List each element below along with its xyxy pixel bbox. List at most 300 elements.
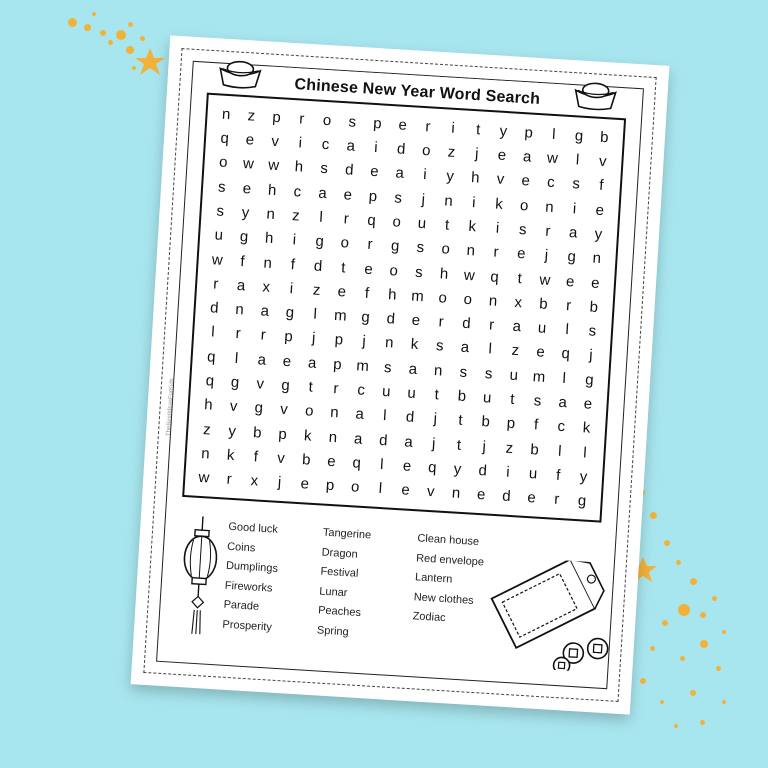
confetti-dot xyxy=(116,30,126,40)
grid-letter: f xyxy=(598,177,604,195)
grid-letter: k xyxy=(468,217,477,236)
grid-letter: j xyxy=(544,246,549,265)
grid-letter: u xyxy=(381,383,392,401)
confetti-dot xyxy=(128,22,133,27)
grid-letter: k xyxy=(226,446,235,465)
grid-letter: j xyxy=(474,145,479,163)
grid-letter: n xyxy=(466,242,476,260)
grid-letter: d xyxy=(313,257,323,275)
grid-letter: b xyxy=(301,451,311,469)
grid-letter: r xyxy=(565,296,572,315)
grid-letter: a xyxy=(403,433,414,451)
grid-letter: l xyxy=(582,444,588,462)
grid-letter: b xyxy=(538,295,549,313)
grid-letter: e xyxy=(535,343,546,362)
grid-letter: q xyxy=(351,454,362,472)
grid-letter: x xyxy=(250,472,259,490)
grid-letter: j xyxy=(311,330,316,348)
worksheet-title: Chinese New Year Word Search xyxy=(267,66,569,118)
grid-letter: q xyxy=(489,267,500,286)
grid-letter: r xyxy=(332,380,339,398)
grid-letter: e xyxy=(476,486,486,504)
grid-letter: j xyxy=(588,347,594,365)
grid-letter: e xyxy=(242,179,252,198)
word-list-item: Zodiac xyxy=(412,610,446,625)
grid-letter: a xyxy=(260,302,270,321)
grid-letter: a xyxy=(317,184,328,202)
confetti-dot xyxy=(676,560,681,565)
grid-letter: r xyxy=(553,491,560,509)
grid-letter: t xyxy=(509,390,515,409)
confetti-dot xyxy=(700,640,708,648)
grid-letter: a xyxy=(257,351,267,369)
grid-letter: y xyxy=(453,460,462,478)
grid-letter: p xyxy=(368,187,378,205)
grid-letter: o xyxy=(304,402,314,421)
grid-letter: s xyxy=(518,220,527,239)
grid-letter: v xyxy=(229,398,238,416)
gold-ingot-icon xyxy=(571,76,621,113)
grid-letter: p xyxy=(325,477,335,495)
chinese-lantern-icon xyxy=(178,515,221,637)
grid-letter: r xyxy=(260,326,267,345)
grid-letter: b xyxy=(529,440,540,459)
grid-letter: x xyxy=(261,278,271,296)
grid-letter: h xyxy=(294,158,304,176)
confetti-dot xyxy=(700,720,705,725)
grid-letter: e xyxy=(369,163,380,181)
word-list-item: New clothes xyxy=(413,590,475,607)
red-envelope-and-coins-icon xyxy=(477,555,618,673)
worksheet-page xyxy=(131,35,670,714)
grid-letter: s xyxy=(216,202,225,220)
grid-letter: h xyxy=(387,285,397,304)
grid-letter: n xyxy=(433,361,443,380)
grid-letter: l xyxy=(565,321,570,339)
grid-letter: d xyxy=(396,140,406,158)
grid-letter: u xyxy=(406,384,417,403)
grid-letter: n xyxy=(443,191,454,210)
grid-letter: k xyxy=(582,419,591,438)
word-list-column xyxy=(221,518,310,658)
grid-letter: f xyxy=(290,255,296,273)
grid-letter: u xyxy=(509,366,519,384)
grid-letter: o xyxy=(322,111,332,129)
grid-letter: r xyxy=(235,325,242,343)
grid-letter: q xyxy=(427,458,437,477)
grid-letter: a xyxy=(236,276,246,295)
grid-letter: g xyxy=(230,373,240,392)
grid-letter: l xyxy=(318,208,324,226)
grid-letter: a xyxy=(522,148,532,166)
grid-letter: s xyxy=(347,113,357,131)
grid-letter: v xyxy=(270,132,280,151)
grid-letter: p xyxy=(332,355,343,374)
word-list-item: Spring xyxy=(316,623,350,638)
grid-letter: u xyxy=(214,226,224,245)
grid-letter: y xyxy=(241,203,250,222)
grid-letter: h xyxy=(264,229,274,248)
grid-letter: o xyxy=(421,141,432,160)
grid-letter: w xyxy=(539,270,551,289)
grid-letter: e xyxy=(397,116,408,134)
grid-letter: f xyxy=(253,448,259,466)
grid-letter: i xyxy=(289,279,294,298)
grid-letter: a xyxy=(394,164,405,183)
grid-letter: c xyxy=(293,182,302,201)
grid-letter: m xyxy=(355,357,370,375)
grid-letter: o xyxy=(218,153,228,172)
grid-letter: u xyxy=(537,319,547,337)
grid-letter: o xyxy=(519,196,529,215)
grid-letter: r xyxy=(212,275,219,293)
confetti-dot xyxy=(660,700,664,704)
grid-letter: g xyxy=(280,376,291,395)
grid-letter: e xyxy=(400,481,411,500)
grid-letter: e xyxy=(363,260,374,278)
grid-letter: g xyxy=(574,126,584,145)
word-list-item: Prosperity xyxy=(222,618,273,634)
grid-letter: s xyxy=(571,175,581,193)
grid-letter: z xyxy=(511,342,520,360)
grid-letter: v xyxy=(426,483,436,501)
word-list-item: Clean house xyxy=(417,532,480,549)
grid-letter: q xyxy=(206,347,217,366)
grid-letter: r xyxy=(424,117,431,136)
grid-letter: o xyxy=(392,213,402,231)
grid-letter: l xyxy=(312,305,318,323)
gold-ingot-icon xyxy=(215,54,265,91)
grid-letter: y xyxy=(594,225,603,243)
grid-letter: l xyxy=(575,151,580,169)
grid-letter: u xyxy=(417,214,427,233)
confetti-dot xyxy=(674,724,678,728)
grid-letter: h xyxy=(470,169,480,187)
grid-letter: s xyxy=(319,160,329,178)
grid-letter: e xyxy=(411,311,421,330)
grid-letter: a xyxy=(408,360,418,378)
grid-letter: o xyxy=(437,289,448,307)
grid-letter: c xyxy=(556,418,566,436)
grid-letter: n xyxy=(592,249,602,268)
grid-letter: e xyxy=(516,245,526,263)
confetti-dot xyxy=(140,36,145,41)
grid-letter: i xyxy=(450,119,456,137)
grid-letter: r xyxy=(438,313,445,331)
grid-letter: e xyxy=(282,352,292,371)
letter-grid xyxy=(191,101,618,514)
confetti-dot xyxy=(716,666,721,671)
confetti-dot xyxy=(722,700,726,704)
grid-letter: e xyxy=(590,274,601,292)
grid-letter: p xyxy=(334,331,344,349)
grid-letter: b xyxy=(599,128,609,146)
word-list-item: Parade xyxy=(223,598,260,613)
grid-letter: l xyxy=(557,442,562,460)
grid-letter: r xyxy=(493,243,500,261)
grid-letter: u xyxy=(482,389,492,407)
grid-letter: g xyxy=(285,304,295,322)
grid-letter: o xyxy=(440,240,451,259)
grid-letter: p xyxy=(277,425,288,443)
grid-letter: d xyxy=(378,431,389,450)
grid-letter: t xyxy=(444,216,450,234)
grid-letter: l xyxy=(551,125,557,143)
grid-letter: w xyxy=(242,155,255,173)
grid-letter: g xyxy=(577,492,587,510)
grid-letter: z xyxy=(291,207,301,225)
grid-letter: j xyxy=(433,410,438,428)
grid-letter: v xyxy=(496,170,505,189)
word-list-item: Tangerine xyxy=(322,526,372,542)
grid-letter: b xyxy=(457,387,467,406)
confetti-dot xyxy=(690,578,697,585)
grid-letter: h xyxy=(267,181,277,199)
grid-letter: r xyxy=(488,316,495,334)
grid-letter: t xyxy=(340,258,346,276)
grid-letter: r xyxy=(367,236,374,254)
grid-letter: v xyxy=(598,152,608,171)
grid-letter: v xyxy=(279,401,289,419)
grid-letter: a xyxy=(353,430,363,448)
grid-letter: h xyxy=(439,264,449,283)
grid-letter: q xyxy=(366,211,377,230)
grid-letter: y xyxy=(445,167,455,186)
grid-letter: z xyxy=(202,420,212,439)
word-list-item: Lunar xyxy=(318,584,348,599)
confetti-dot xyxy=(100,30,106,36)
word-list-item: Dumplings xyxy=(225,559,279,575)
grid-letter: e xyxy=(526,489,537,507)
coin-icon xyxy=(587,638,608,659)
grid-letter: s xyxy=(459,363,468,381)
grid-letter: n xyxy=(328,428,338,446)
grid-letter: f xyxy=(533,416,539,434)
grid-letter: d xyxy=(405,408,415,427)
grid-letter: d xyxy=(501,487,512,506)
confetti-dot xyxy=(126,46,134,54)
grid-letter: a xyxy=(512,317,522,336)
grid-letter: o xyxy=(340,234,350,252)
word-list xyxy=(221,518,499,669)
star-icon xyxy=(135,48,165,75)
word-list-item: Red envelope xyxy=(415,551,485,568)
grid-letter: e xyxy=(497,146,507,165)
grid-letter: n xyxy=(266,205,276,223)
grid-letter: d xyxy=(209,299,220,317)
word-list-item: Lantern xyxy=(414,571,453,586)
grid-letter: z xyxy=(447,143,456,161)
grid-letter: m xyxy=(532,367,546,386)
grid-letter: n xyxy=(329,404,340,422)
grid-letter: y xyxy=(499,122,508,140)
word-list-item: Peaches xyxy=(317,604,362,620)
grid-letter: s xyxy=(217,178,227,196)
grid-letter: j xyxy=(277,474,282,492)
grid-letter: s xyxy=(588,322,597,341)
grid-letter: v xyxy=(256,375,265,393)
grid-letter: n xyxy=(544,198,555,216)
grid-letter: k xyxy=(303,426,313,445)
confetti-dot xyxy=(640,678,646,684)
grid-letter: t xyxy=(434,386,440,404)
grid-letter: i xyxy=(495,219,500,237)
grid-letter: e xyxy=(521,172,531,190)
grid-letter: n xyxy=(451,484,461,503)
grid-letter: s xyxy=(383,358,393,377)
grid-letter: k xyxy=(494,195,504,213)
grid-letter: q xyxy=(220,129,230,148)
grid-letter: l xyxy=(562,369,567,387)
word-list-item: Good luck xyxy=(228,520,279,536)
grid-letter: s xyxy=(414,263,424,281)
grid-letter: l xyxy=(378,480,383,498)
word-list-item: Festival xyxy=(320,565,359,580)
confetti-dot xyxy=(662,620,668,626)
grid-letter: s xyxy=(533,392,542,410)
grid-letter: p xyxy=(283,328,294,346)
credit-text: TheBestIdeasForKids xyxy=(165,378,176,437)
grid-letter: j xyxy=(361,333,367,351)
confetti-dot xyxy=(700,612,706,618)
grid-letter: n xyxy=(221,105,231,123)
grid-letter: b xyxy=(252,423,263,442)
confetti-dot xyxy=(68,18,77,27)
confetti-dot xyxy=(132,66,136,70)
confetti-dot xyxy=(664,540,670,546)
grid-letter: i xyxy=(373,138,379,157)
confetti-dot xyxy=(108,40,113,45)
grid-letter: i xyxy=(505,463,511,481)
word-list-item: Dragon xyxy=(321,546,359,561)
grid-letter: b xyxy=(589,298,599,316)
grid-letter: o xyxy=(463,290,473,309)
grid-letter: a xyxy=(307,354,317,372)
grid-letter: f xyxy=(555,466,561,484)
grid-letter: d xyxy=(461,314,472,333)
grid-letter: g xyxy=(584,371,595,389)
grid-letter: e xyxy=(300,475,310,493)
grid-letter: l xyxy=(210,323,216,342)
grid-letter: e xyxy=(565,272,575,290)
grid-letter: p xyxy=(523,123,534,142)
grid-letter: m xyxy=(410,287,425,306)
grid-letter: i xyxy=(292,231,297,249)
grid-letter: a xyxy=(354,405,365,424)
confetti-dot xyxy=(678,604,690,616)
word-list-column xyxy=(315,524,404,664)
confetti-dot xyxy=(650,512,657,519)
grid-letter: f xyxy=(239,252,246,270)
grid-letter: i xyxy=(298,134,303,152)
grid-letter: z xyxy=(505,439,514,457)
grid-letter: c xyxy=(356,381,366,399)
grid-letter: i xyxy=(471,193,476,211)
grid-letter: r xyxy=(343,210,350,228)
grid-letter: s xyxy=(393,188,403,207)
grid-letter: g xyxy=(390,237,400,255)
grid-letter: c xyxy=(321,135,330,154)
grid-letter: g xyxy=(360,308,371,327)
grid-letter: c xyxy=(546,173,556,192)
confetti-dot xyxy=(690,690,696,696)
grid-letter: x xyxy=(514,293,523,312)
grid-letter: o xyxy=(389,261,399,280)
grid-letter: k xyxy=(410,336,419,354)
confetti-dot xyxy=(84,24,91,31)
grid-letter: j xyxy=(481,437,487,456)
grid-letter: w xyxy=(546,149,559,168)
grid-letter: y xyxy=(227,422,237,440)
grid-letter: s xyxy=(435,337,444,356)
grid-letter: i xyxy=(572,199,577,218)
confetti-dot xyxy=(680,656,685,661)
grid-letter: q xyxy=(205,372,215,390)
grid-letter: g xyxy=(566,248,577,266)
grid-letter: s xyxy=(484,364,493,383)
word-list-item: Coins xyxy=(226,540,256,554)
grid-letter: j xyxy=(421,190,426,208)
grid-letter: z xyxy=(312,281,321,299)
grid-letter: p xyxy=(372,114,383,133)
grid-letter: e xyxy=(583,395,593,413)
letter-grid-frame xyxy=(182,93,626,523)
grid-letter: z xyxy=(247,106,256,125)
grid-letter: m xyxy=(333,307,348,325)
grid-letter: g xyxy=(254,399,264,418)
word-list-item: Fireworks xyxy=(224,579,273,595)
grid-letter: g xyxy=(314,232,325,251)
grid-letter: j xyxy=(431,434,436,452)
grid-letter: p xyxy=(271,108,282,126)
grid-letter: s xyxy=(416,239,425,257)
grid-letter: d xyxy=(386,310,396,328)
grid-letter: w xyxy=(267,156,280,175)
grid-letter: d xyxy=(344,161,354,180)
grid-letter: b xyxy=(480,413,491,431)
grid-letter: e xyxy=(595,201,605,219)
grid-letter: a xyxy=(346,137,356,155)
grid-letter: f xyxy=(364,284,370,302)
grid-letter: e xyxy=(245,131,255,149)
grid-letter: n xyxy=(384,334,394,352)
grid-letter: l xyxy=(234,349,239,367)
grid-letter: w xyxy=(211,250,224,269)
grid-letter: n xyxy=(200,445,211,463)
grid-letter: l xyxy=(382,407,388,425)
grid-letter: w xyxy=(463,266,476,284)
grid-letter: u xyxy=(528,465,538,483)
grid-letter: r xyxy=(544,222,551,240)
confetti-dot xyxy=(92,12,96,16)
grid-letter: t xyxy=(517,269,523,287)
grid-letter: a xyxy=(558,393,568,412)
grid-letter: a xyxy=(460,339,470,357)
grid-letter: h xyxy=(203,396,214,415)
grid-letter: o xyxy=(350,478,360,497)
grid-letter: r xyxy=(298,110,305,128)
grid-letter: l xyxy=(487,340,493,359)
grid-letter: t xyxy=(308,378,314,396)
grid-letter: w xyxy=(198,469,210,487)
grid-letter: i xyxy=(422,166,428,184)
grid-letter: n xyxy=(263,254,273,272)
grid-letter: t xyxy=(457,412,464,430)
grid-letter: r xyxy=(226,470,233,489)
grid-letter: v xyxy=(276,449,286,468)
grid-letter: e xyxy=(326,452,337,471)
grid-letter: e xyxy=(402,457,412,475)
